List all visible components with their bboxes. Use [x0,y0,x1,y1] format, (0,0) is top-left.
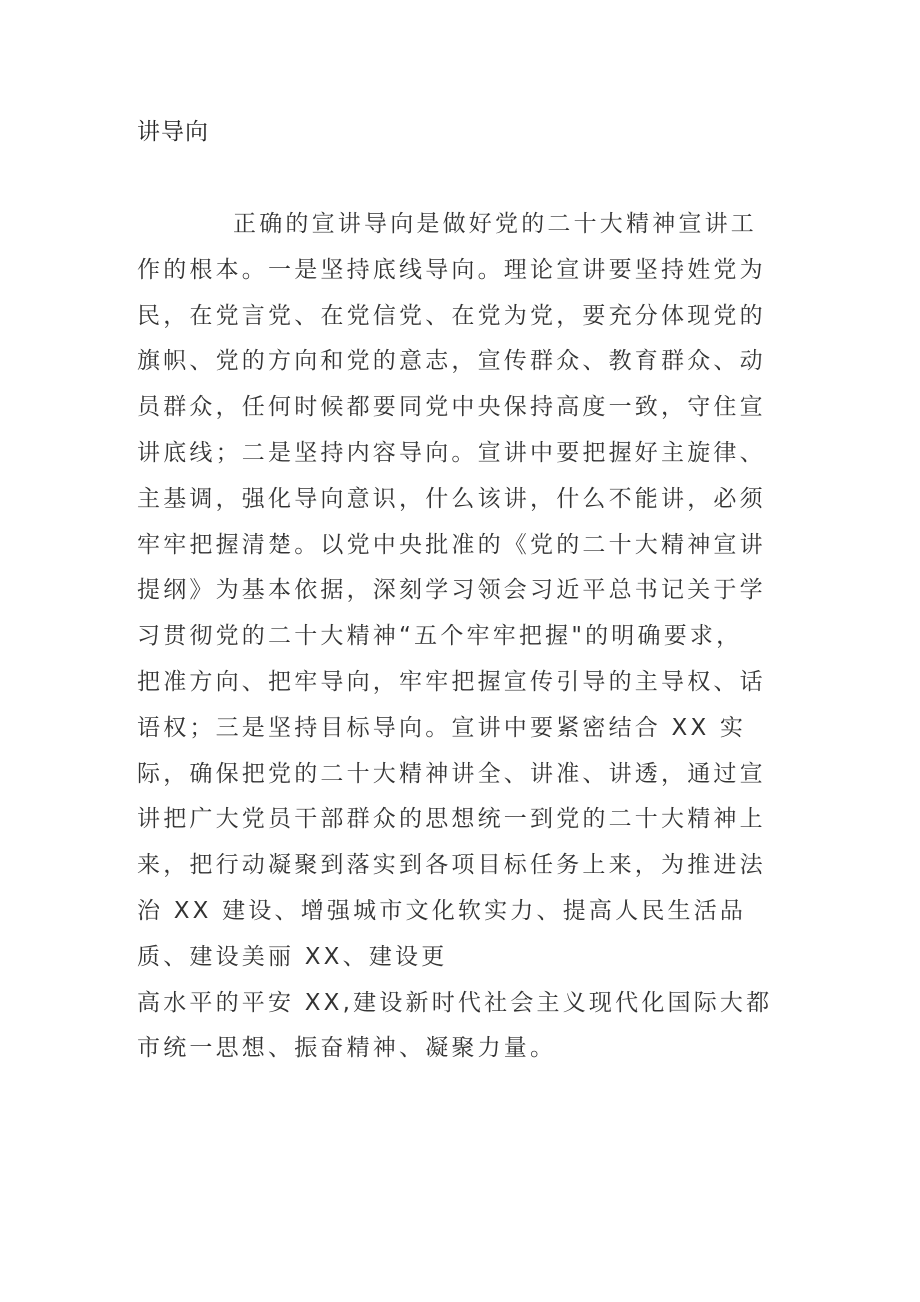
paragraph-line: 旗帜、党的方向和党的意志，宣传群众、教育群众、动 [137,348,766,375]
paragraph-line: 正确的宣讲导向是做好党的二十大精神宣讲工 [233,211,757,237]
paragraph-line: 作的根本。一是坚持底线导向。理论宣讲要坚持姓党为 [137,256,766,283]
paragraph-line: 讲底线；二是坚持内容导向。宣讲中要把握好主旋律、 [137,439,766,466]
paragraph-line: 提纲》为基本依据，深刻学习领会习近平总书记关于学 [137,577,766,604]
paragraph-line: 牢牢把握清楚。以党中央批准的《党的二十大精神宣讲 [137,531,766,558]
paragraph-line: 治 XX 建设、增强城市文化软实力、提高人民生活品 [137,897,747,924]
paragraph-line: 民，在党言党、在党信党、在党为党，要充分体现党的 [137,302,766,329]
body-paragraph [137,202,777,1072]
paragraph-line: 主基调，强化导向意识，什么该讲，什么不能讲，必须 [137,485,766,512]
paragraph-line: 来，把行动凝聚到落实到各项目标任务上来，为推进法 [137,852,766,879]
paragraph-line: 把准方向、把牢导向，牢牢把握宣传引导的主导权、话 [137,668,766,695]
paragraph-line: 员群众，任何时候都要同党中央保持高度一致，守住宣 [137,394,766,421]
paragraph-line: 讲把广大党员干部群众的思想统一到党的二十大精神上 [137,806,766,833]
paragraph-line: 质、建设美丽 XX、建设更 [137,943,448,970]
paragraph-line: 际，确保把党的二十大精神讲全、讲准、讲透，通过宣 [137,760,766,787]
paragraph-line: 语权；三是坚持目标导向。宣讲中要紧密结合 XX 实 [137,714,747,741]
paragraph-line: 市统一思想、振奋精神、凝聚力量。 [137,1035,557,1062]
paragraph-line: 习贯彻党的二十大精神“五个牢牢把握"的明确要求， [137,623,743,650]
section-heading: 讲导向 [137,119,209,145]
paragraph-line: 高水平的平安 XX,建设新时代社会主义现代化国际大都 [137,989,773,1016]
